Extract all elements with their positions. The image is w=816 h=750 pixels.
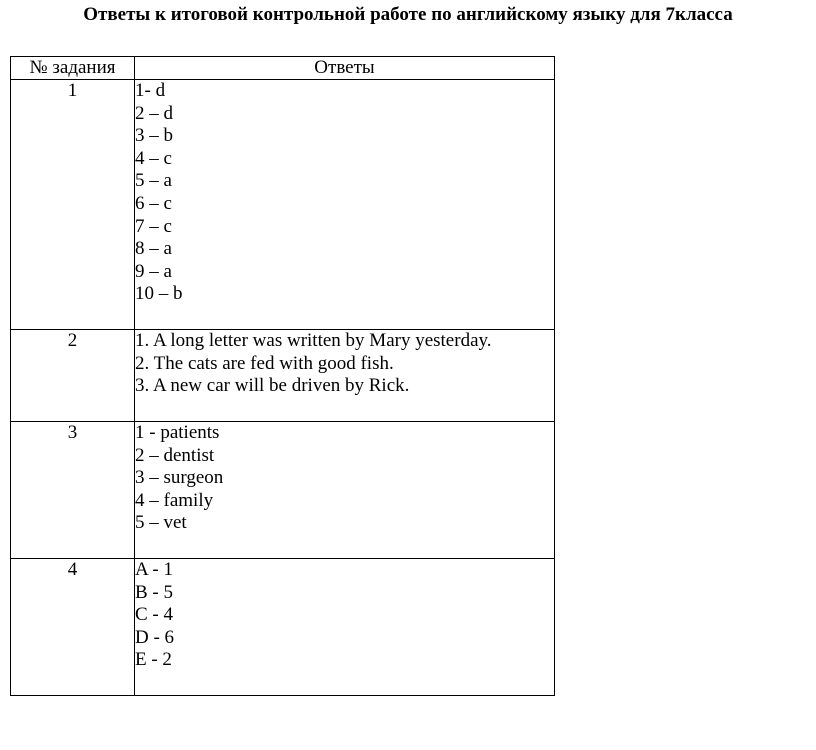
answer-line: A - 1 [135, 559, 173, 580]
answer-line: 6 – c [135, 192, 172, 214]
answer-line: 8 – a [135, 238, 172, 260]
task-number: 1 [11, 80, 135, 330]
answer-line: B - 5 [135, 581, 173, 603]
answer-line: 3 – b [135, 125, 173, 147]
answer-line: 2 – dentist [135, 444, 215, 466]
answer-line: 3. A new car will be driven by Rick. [135, 375, 410, 397]
answer-line: 2 – d [135, 102, 173, 124]
table-row [11, 422, 555, 559]
answer-cell [135, 80, 555, 330]
answer-line: 1- d [135, 80, 166, 101]
task-number: 4 [11, 559, 135, 696]
table-row [11, 559, 555, 696]
answer-line: 2. The cats are fed with good fish. [135, 352, 394, 374]
answer-line: 4 – family [135, 489, 214, 511]
answers-table [10, 56, 555, 696]
answer-cell [135, 422, 555, 559]
task-number: 2 [11, 330, 135, 422]
answer-line: 7 – c [135, 215, 172, 237]
table-row [11, 80, 555, 330]
document-title: Ответы к итоговой контрольной работе по английскому языку для 7класса [83, 4, 733, 25]
answer-cell [135, 330, 555, 422]
answer-line: 5 – vet [135, 512, 187, 534]
answer-line: 1. A long letter was written by Mary yesterday. [135, 330, 492, 351]
answer-line: 4 – c [135, 147, 172, 169]
answer-cell [135, 559, 555, 696]
answer-line: D - 6 [135, 626, 175, 648]
answer-line: E - 2 [135, 649, 172, 671]
header-task-number: № задания [11, 57, 135, 80]
table-row [11, 330, 555, 422]
answer-line: 9 – a [135, 260, 172, 282]
answer-line: C - 4 [135, 604, 173, 626]
answer-line: 10 – b [135, 283, 183, 305]
task-number: 3 [11, 422, 135, 559]
table-header-row [11, 57, 555, 80]
header-answers: Ответы [135, 57, 555, 80]
answer-line: 5 – a [135, 170, 172, 192]
answer-line: 3 – surgeon [135, 467, 224, 489]
answer-line: 1 - patients [135, 422, 220, 443]
